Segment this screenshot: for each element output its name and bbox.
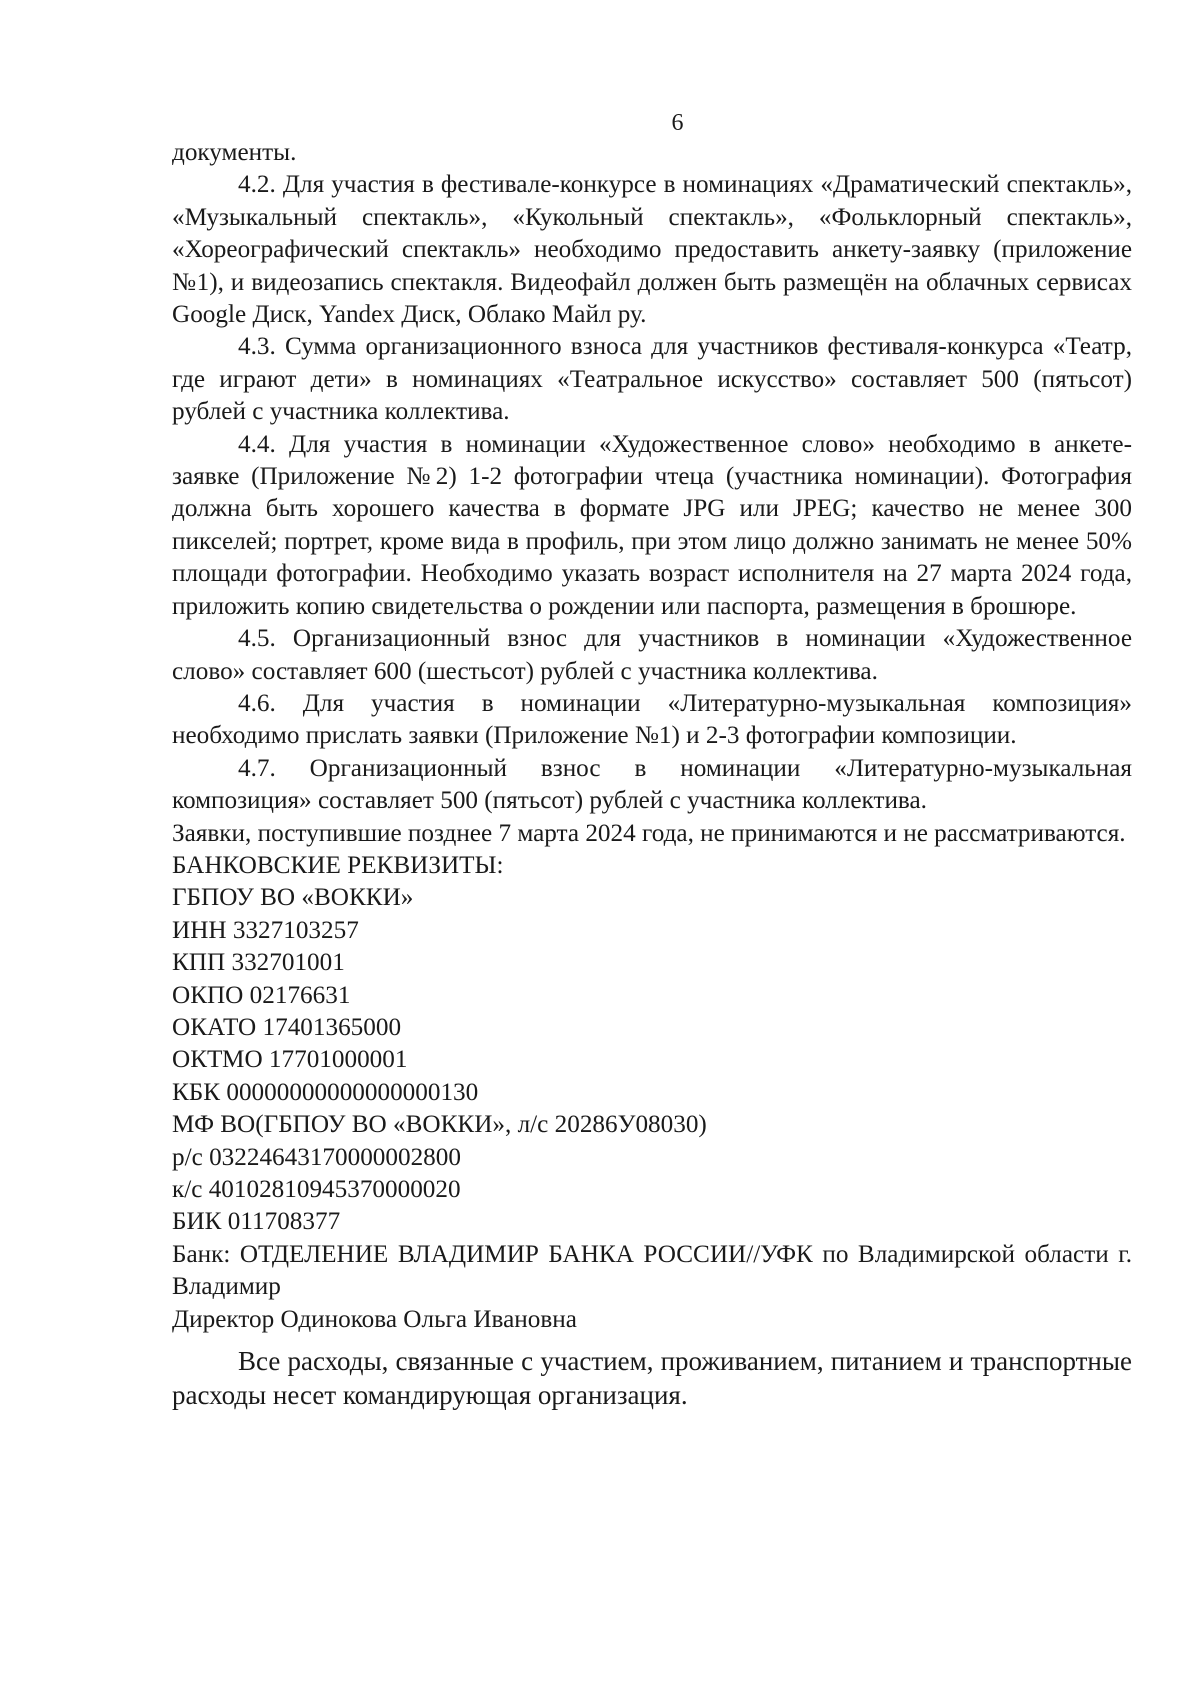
deadline-note: Заявки, поступившие позднее 7 марта 2024 года, не принимаются и не рассматриваются.: [172, 819, 1126, 847]
document-body: [172, 137, 1132, 1412]
bank-oktmo: ОКТМО 17701000001: [172, 1046, 408, 1074]
page-number: 6: [671, 110, 684, 136]
paragraph-4-3: 4.3. Сумма организационного взноса для участников фестиваля-конкурса «Театр, где играют дети» в номинациях «Театральное искусство» составляет 500 (пятьсот) рублей с участника коллектива.: [172, 333, 1132, 426]
director-line: Директор Одинокова Ольга Ивановна: [172, 1305, 577, 1333]
paragraph-4-2: 4.2. Для участия в фестивале-конкурсе в номинациях «Драматический спектакль», «Музыкальный спектакль», «Кукольный спектакль», «Фольклорный спектакль», «Хореографический спектакль» необходимо предоставить анкету-заявку (приложение №1), и видеозапись спектакля. Видеофайл должен быть размещён на облачных сервисах Google Диск, Yandex Диск, Облако Майл ру.: [172, 171, 1132, 329]
paragraph-4-6: 4.6. Для участия в номинации «Литературно-музыкальная композиция» необходимо прислать заявки (Приложение №1) и 2-3 фотографии композиции.: [172, 689, 1132, 750]
bank-details-heading: БАНКОВСКИЕ РЕКВИЗИТЫ:: [172, 851, 504, 879]
bank-okpo: ОКПО 02176631: [172, 981, 351, 1009]
paragraph-4-7: 4.7. Организационный взнос в номинации «Литературно-музыкальная композиция» составляет 500 (пятьсот) рублей с участника коллектива.: [172, 754, 1132, 815]
bank-kpp: КПП 332701001: [172, 949, 345, 977]
bank-rs: р/с 03224643170000002800: [172, 1143, 461, 1171]
bank-okato: ОКАТО 17401365000: [172, 1013, 402, 1041]
bank-kbk: КБК 00000000000000000130: [172, 1078, 479, 1106]
bank-ks: к/с 40102810945370000020: [172, 1176, 461, 1203]
paragraph-4-5: 4.5. Организационный взнос для участников в номинации «Художественное слово» составляет 600 (шестьсот) рублей с участника коллектива.: [172, 625, 1132, 685]
bank-name: Банк: ОТДЕЛЕНИЕ ВЛАДИМИР БАНКА РОССИИ//УФК по Владимирской области г. Владимир: [172, 1240, 1132, 1301]
final-paragraph: Все расходы, связанные с участием, проживанием, питанием и транспортные расходы несет командирующая организация.: [172, 1346, 1132, 1411]
bank-org: ГБПОУ ВО «ВОККИ»: [172, 884, 414, 912]
paragraph-4-4: 4.4. Для участия в номинации «Художественное слово» необходимо в анкете-заявке (Приложение №2) 1-2 фотографии чтеца (участника номинации). Фотография должна быть хорошего качества в формате JPG или JPEG; качество не менее 300 пикселей; портрет, кроме вида в профиль, при этом лицо должно занимать не менее 50% площади фотографии. Необходимо указать возраст исполнителя на 27 марта 2024 года, приложить копию свидетельства о рождении или паспорта, размещения в брошюре.: [172, 430, 1132, 620]
bank-mf: МФ ВО(ГБПОУ ВО «ВОККИ», л/с 20286У08030): [172, 1111, 707, 1139]
continuation-text: документы.: [172, 139, 297, 166]
bank-details: [172, 850, 1132, 1336]
bank-inn: ИНН 3327103257: [172, 916, 359, 944]
bank-bik: БИК 011708377: [172, 1208, 341, 1236]
